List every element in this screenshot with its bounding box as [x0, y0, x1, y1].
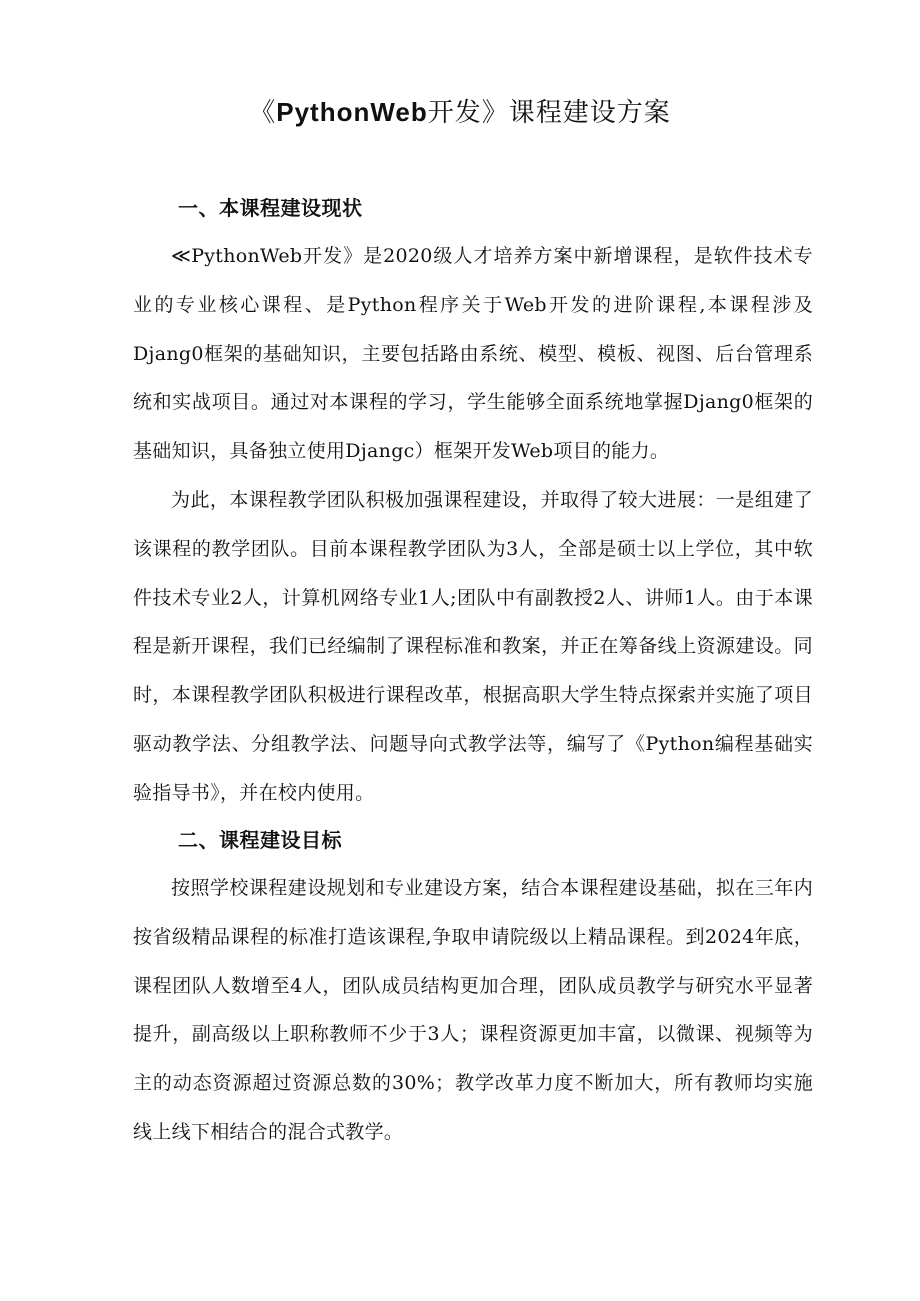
- paragraph-goals: 按照学校课程建设规划和专业建设方案，结合本课程建设基础，拟在三年内按省级精品课程的标准打造该课程,争取申请院级以上精品课程。到2024年底，课程团队人数增至4人，团队成员结构更加合理，团队成员教学与研究水平显著提升，副高级以上职称教师不少于3人；课程资源更加丰富，以微课、视频等为主的动态资源超过资源总数的30%；教学改革力度不断加大，所有教师均实施线上线下相结合的混合式教学。: [133, 877, 813, 1143]
- paragraph-team-progress: 为此，本课程教学团队积极加强课程建设，并取得了较大进展：一是组建了该课程的教学团队。目前本课程教学团队为3人，全部是硕士以上学位，其中软件技术专业2人，计算机网络专业1人;团队中有副教授2人、讲师1人。由于本课程是新开课程，我们已经编制了课程标准和教案，并正在筹备线上资源建设。同时，本课程教学团队积极进行课程改革，根据高职大学生特点探索并实施了项目驱动教学法、分组教学法、问题导向式教学法等，编写了《Python编程基础实验指导书》，并在校内使用。: [133, 489, 813, 804]
- section-heading-status: 一、本课程建设现状: [178, 196, 363, 220]
- paragraph-course-overview: ≪PythonWeb开发》是2020级人才培养方案中新增课程，是软件技术专业的专业核心课程、是Python程序关于Web开发的进阶课程,本课程涉及Djang0框架的基础知识，主要包括路由系统、模型、模板、视图、后台管理系统和实战项目。通过对本课程的学习，学生能够全面系统地掌握Djang0框架的基础知识，具备独立使用Djangc）框架开发Web项目的能力。: [133, 245, 813, 463]
- title-left-bracket: 《: [249, 98, 277, 128]
- title-rest: 开发》课程建设方案: [427, 98, 671, 128]
- document-title: [0, 90, 920, 135]
- title-latin: PythonWeb: [276, 97, 428, 127]
- section-heading-goals: 二、课程建设目标: [178, 828, 342, 852]
